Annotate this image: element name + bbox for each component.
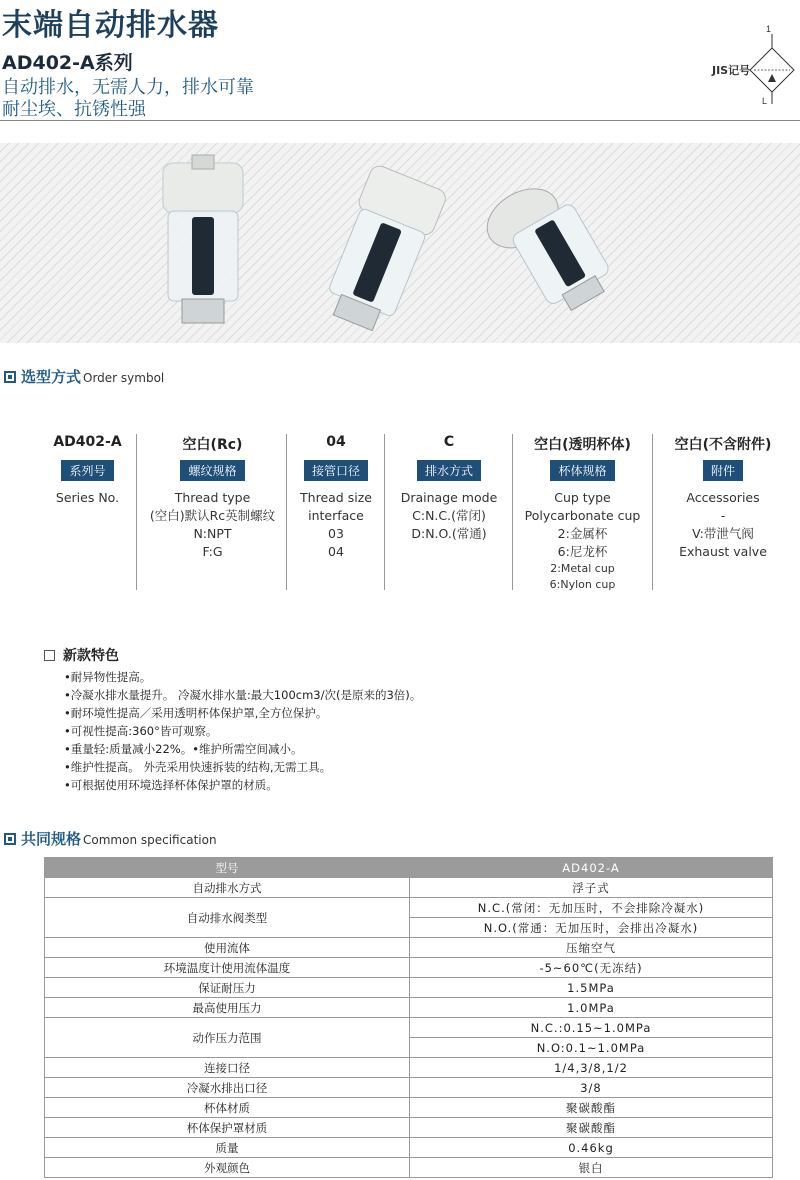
order-divider — [652, 434, 653, 590]
order-code: 空白(Rc) — [182, 437, 243, 453]
header-divider — [0, 120, 800, 121]
order-desc: Thread size interface 03 04 — [300, 490, 372, 559]
product-photo-band — [0, 143, 800, 343]
jis-bottom-label: L — [762, 96, 768, 106]
features-title: 新款特色 — [63, 648, 119, 664]
table-row: 使用流体 压缩空气 — [45, 938, 773, 958]
order-tag: 接管口径 — [304, 460, 368, 481]
order-symbol-heading — [4, 366, 164, 387]
order-symbol-title-en: Order symbol — [83, 371, 165, 385]
table-row: 自动排水阀类型 N.C.(常闭：无加压时，不会排除冷凝水) — [45, 898, 773, 918]
order-divider — [512, 434, 513, 590]
order-divider — [136, 434, 137, 590]
product-images — [0, 143, 800, 343]
order-tag: 系列号 — [61, 460, 113, 481]
subtitle-line-1: 自动排水，无需人力，排水可靠 — [2, 77, 254, 98]
order-code: 空白(不含附件) — [674, 437, 772, 453]
order-col-thread-type — [140, 434, 285, 561]
order-divider — [286, 434, 287, 590]
checkbox-square-icon — [44, 650, 55, 661]
section-square-icon — [4, 833, 16, 845]
order-code: 04 — [326, 434, 346, 450]
order-tag: 附件 — [703, 460, 743, 481]
table-row: 最高使用压力 1.0MPa — [45, 998, 773, 1018]
order-tag: 杯体规格 — [550, 460, 614, 481]
spec-heading — [4, 828, 217, 849]
table-row: 动作压力范围 N.C.:0.15~1.0MPa — [45, 1018, 773, 1038]
spec-table — [44, 857, 773, 1178]
table-row: 连接口径 1/4,3/8,1/2 — [45, 1058, 773, 1078]
table-row: 保证耐压力 1.5MPa — [45, 978, 773, 998]
table-row: 自动排水方式 浮子式 — [45, 878, 773, 898]
jis-top-label: 1 — [766, 24, 772, 34]
list-item: •可视性提高:360°皆可观察。 — [64, 724, 218, 738]
order-code: AD402-A — [53, 434, 122, 450]
order-code: C — [443, 434, 455, 450]
features-heading — [44, 645, 119, 665]
table-row: 质量 0.46kg — [45, 1138, 773, 1158]
order-col-accessories — [656, 434, 790, 561]
jis-label: JIS记号 — [712, 64, 751, 77]
table-row: 杯体材质 聚碳酸酯 — [45, 1098, 773, 1118]
table-row: 冷凝水排出口径 3/8 — [45, 1078, 773, 1098]
features-list — [64, 668, 421, 794]
section-square-icon — [4, 371, 16, 383]
list-item: •维护性提高。 外壳采用快速拆装的结构,无需工具。 — [64, 760, 332, 774]
list-item: •可根据使用环境选择杯体保护罩的材质。 — [64, 778, 278, 792]
order-col-thread-size — [290, 434, 382, 561]
table-header-row — [45, 858, 773, 878]
table-row: 杯体保护罩材质 聚碳酸酯 — [45, 1118, 773, 1138]
spec-title-en: Common specification — [83, 833, 217, 847]
table-row: N.O.(常通：无加压时，会排出冷凝水) — [45, 918, 773, 938]
spec-title: 共同规格 — [21, 830, 82, 848]
table-row: 环境温度计使用流体温度 -5~60℃(无冻结) — [45, 958, 773, 978]
list-item: •冷凝水排水量提升。 冷凝水排水量:最大100cm3/次(是原来的3倍)。 — [64, 688, 422, 702]
jis-drain-symbol-icon — [748, 22, 798, 106]
order-tag: 螺纹规格 — [180, 460, 244, 481]
order-desc: Accessories - V:带泄气阀 Exhaust valve — [679, 490, 767, 559]
order-desc: Thread type (空白)默认Rc英制螺纹 N:NPT F:G — [149, 490, 276, 559]
product-image-2 — [316, 163, 449, 338]
order-col-drainage — [388, 434, 510, 543]
list-item: •重量轻:质量减小22%。•维护所需空间减小。 — [64, 742, 303, 756]
order-symbol-title: 选型方式 — [21, 368, 82, 386]
order-col-series — [40, 434, 135, 507]
list-item: •耐环境性提高／采用透明杯体保护罩,全方位保护。 — [64, 706, 328, 720]
order-code: 空白(透明杯体) — [534, 437, 631, 453]
list-item: •耐异物性提高。 — [64, 670, 152, 684]
table-header-cell: 型号 — [45, 858, 410, 878]
table-header-cell: AD402-A — [410, 858, 773, 878]
order-desc: Series No. — [55, 490, 120, 505]
table-row: N.O:0.1~1.0MPa — [45, 1038, 773, 1058]
subtitle-line-2: 耐尘埃、抗锈性强 — [2, 99, 146, 120]
order-tag: 排水方式 — [417, 460, 481, 481]
order-col-cup — [516, 434, 649, 593]
page-title: 末端自动排水器 — [2, 8, 219, 43]
table-row: 外观颜色 银白 — [45, 1158, 773, 1178]
order-divider — [384, 434, 385, 590]
order-desc: Cup type Polycarbonate cup 2:金属杯 6:尼龙杯 2:Metal cup 6:Nylon cup — [524, 490, 641, 591]
product-image-3 — [477, 171, 618, 328]
order-desc: Drainage mode C:N.C.(常闭) D:N.O.(常通) — [400, 490, 498, 541]
product-image-1 — [163, 155, 243, 323]
model-series: AD402-A系列 — [2, 52, 133, 74]
